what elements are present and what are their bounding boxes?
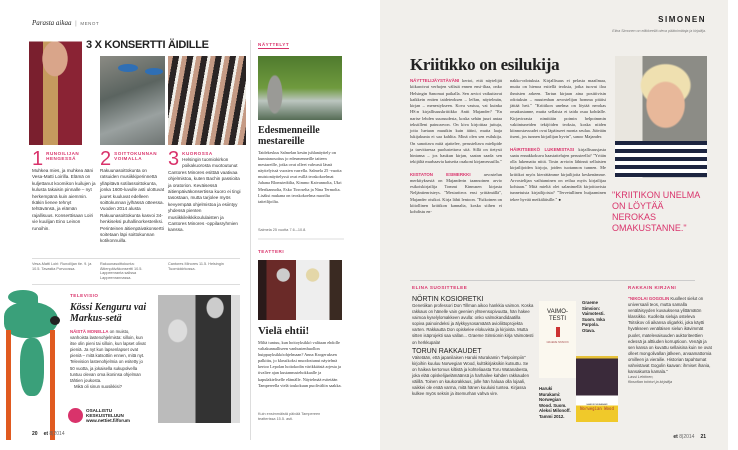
exhibition-divider (258, 238, 344, 240)
forum-cta[interactable] (68, 408, 130, 424)
concert-number: 1 (32, 148, 44, 170)
theatre-note: Kuin ensimmäistä päivää Tampereen teatterissa 15.5. asti. (258, 412, 321, 421)
concert-number: 3 (168, 148, 180, 170)
article-title: Kriitikko on esilukija (410, 55, 560, 74)
exhibition-label: NÄYTTELYT (258, 42, 290, 47)
tv-text: on muisto, vanhoista lastenohjelmista: silloin, kun itse olin pieni tai silloin, kun lapset olivat pieniä. Ja nyt kun lapsenlapset ovat pieniä – mitä katsottiin ennen, mitä nyt. Television lastenohjelmia on esitetty jo 50 vuotta, ja jokaisella sukupolvella tuntuu olevan oma ikoninsa ohjelman tähtien joukosta. (70, 329, 146, 383)
book-body: Väitetään, että japanilaisen Haruki Murakamin "helpoimpiin" kirjoihin kuuluu Norwegian Wood, kulttikirjaksikin kutsuttu. Se on haikea kertomus kiltistä ja kohteliaasta Toru Watanabesta, joka elää opiskelijaelämäänsä ja harhailee kahden rakkauden välillä. Toinen on kaukorakkaus, jolle hän haluaa olla lojaali, vaikkei ole enää varma, mitä hänen kuuluisi tuntea. Kirjassa kulkee myös seksin ja itsemurhan vahva vire. (412, 354, 530, 397)
concert-2 (100, 150, 165, 245)
column-divider (250, 40, 251, 440)
paragraph: arvostelun merkityksestä on Majanderin taannoinen arvio esikoiskirjailija Tommi Kinnusen kirjasta Neljäntienristeys. "Mestariteos ensi yrittämällä", Majander otsikoi. Kirja lähti lentoon. "Esikoinen on kiitollinen kriitikon kannalta, koska siihen ei kohdistu en- (410, 171, 502, 214)
favorite-label: RAKKAIN KIRJANI (628, 285, 677, 290)
cover-title: VAIMO-TESTI (547, 309, 568, 322)
issue: 8|2014 (49, 431, 65, 437)
article-col2 (510, 78, 606, 203)
choir-photo (168, 56, 246, 145)
book-heading: TORUN RAKKAUDET (412, 347, 482, 355)
section-header: Parasta aikaa | MENOT (32, 19, 100, 27)
tv-photo (151, 295, 240, 423)
column-name: SIMONEN (658, 15, 706, 24)
book1-caption: Graeme Simsion: Vaimotesti. Suom. Inka Parpola. Otava. (582, 300, 605, 333)
exhibition-title: Edesmenneille mestareille (258, 125, 320, 147)
right-page (380, 0, 728, 450)
favorite-body (628, 296, 712, 384)
concert-body: Helsingin tuomiokirkon poikakuorosta muotoutunut Cantores Minores esittää vaativaa ohjelmistoa, kuten Bachin passioita ja oratorion. Keväisessä äitienpäiväkonsertissa kuoro ei tingi tasostaan, mutta tarjolee myös kevyempää ohjelmistoa ja esiintyy yhdessä pienten musiikkileikkikoululaisten ja Cantores Minores -oppilasryhmien kanssa. (168, 157, 241, 233)
forum-link[interactable]: www.nettiet.fi/forum (86, 418, 130, 424)
exhibition-note: Salmela 25 vuotta 7.6.–10.8. (258, 228, 307, 232)
book-body: Genetiikan professori Don Tillman aikoo hankkia vaimon. Koska rakkaus on hänelle vain geenien yhteensopivuutta, hän hakee vaimoa kyselylomakkeen avulla: onko valmokandidaatilla sopiva painoindeksi ja älykkyysosamäärä avioliittoprojekta varten. Rakkautta Don opiskelee elokuvista ja kirjoista. Mutta sitten isäprojekti saa vallan... Graeme Simsionin kirja Vaimotesti on herkkupala! (412, 303, 534, 345)
concert-number: 2 (100, 148, 112, 170)
concert-2-note: Rakuunasoittokunta: Äitienpäiväkonsertti 10.5. Lappeenranta salissa Lappeenrannassa. (100, 262, 143, 280)
theatre-photo (258, 260, 342, 320)
page-number: 21 (700, 434, 706, 440)
concert-3 (168, 150, 242, 234)
kangaroo-illustration (0, 290, 65, 450)
recommend-list (412, 296, 534, 397)
concerts-title: 3 X KONSERTTI ÄIDILLE (86, 39, 209, 51)
concert-body: Rakuunasoittokunta on ratsuiden musiikkiperinnettä ylläpitävä sotilassoittokunta, jonka 1600-luvulle asti ulottuvat juuret kuuluvat edelleen soittokunnan jylhässä otteessa. Vuoden 2014 alusta Rakuunasoittokunta kasvoi 34-henkiseksi puhallinorkesteriksi. Perinteinen äitienpäiväkonsertti soitetaan läpi soittokunnan kotikonnuilla. (100, 168, 165, 244)
theatre-body: Miltä tuntuu, kun hoitoyksikkö valitaan ehdolle valtakunnalliseen vanhustenhuollon huippuyksikköohjelmaan? Anna Krogeruksen palkittu, jo klassikoksi muodostunut näytelmä kertoo Lepolan hoitokodin värikkäästä arjesta ja tivaliee ajan kustannustehokkaalle ja kapulakieliselle elämälle. Näytelmää esitetään Tampereella vielä toukokuun puoliväliin saakka. (258, 340, 342, 388)
concert-1 (32, 150, 96, 232)
paragraph: nakko-odotuksia. Kirjallisuus ei pelasta maailmaa, mutta on hienoa esitellä teoksia, jotka tuovat iloa ihmisten arkeen. Tartun kirjaan aina positiivisin odotuksin – muutenhan arvostelijan homma pitäisi jättää heti." "Kriitikon unelma on löytää nerokas omakustanne, mutta sellaista ei taida osua kohdalle. Kirjavirrasta nimittäin poimin helpoimmin vakiintuneiden tekijöiden teoksia, koska niiden kiinnostavuudet ovat läpäisseet monta seulaa. Jäävään itseni, jos tunnen kirjailijan hyvin", sanoo Majander. (510, 78, 606, 140)
tv-question: Mikä oli sinun suosikkisi? (74, 383, 123, 389)
vaimotesti-cover (539, 301, 576, 378)
concert-label: KUOROSSA (182, 151, 213, 156)
paragraph: kirjallisuusjasta saatu ennakkokuva haastattelujen perusteella? "Yritän olla lukematta niitä. Tosin arvioin lähinnä sellaisten kirjailijoiden kirjoja, joiden tuotannon tunnen. Me kriitikot myös kierrätämme kirjailijoita keskenämme. Arvostelijan vaihtaminen on reilua myös kirjailijaa kohtaan." Mitä mieltä olet salanimellä kirjoittavista tunnetuista kirjailijoista? "Tervetullinen huijaaminen tekee hyvää meikäläisille." ● (510, 146, 606, 202)
concert-label: RUNOILIJAN HENGESSÄ (46, 151, 80, 161)
forum-logo-icon (68, 408, 83, 423)
theatre-label: TEATTERI (258, 249, 285, 254)
page-number: 20 (32, 431, 38, 437)
paragraph: kertoi, että näytelijät kiikaroivat verhojen välistä ennen ensi-iltaa, onko Helsingin Sanomat paikalla. Sen arviot vaikuttavat kaikkein eniten taideteoksen – leffan, näytelmän, kirjan – menestykseen. Kova vastuu, vai kuinka HS:n kirjallisuuskriitikko Antti Majander? "En narise lehden suuruudesta, koska sehän juuri antaa tekstilleni painoarvon. On kiva kirjoittaa juttuja, joita luetaan muutkin kuin äitini, mutta laaja lukijakunta ei saa kahlita. Minä olen sen esilukija. On sanottava mitä ajattelee, perusteltava mielipide ja tarvittaessa puolustettava sitä. Sillä on tietysti hintansa – jos haukun kirjan, saatan saada sen tekijältä murhaavia katseita osakoni kirjamessuilla." (410, 78, 502, 165)
concert-label: SOITTOKUNNAN VOIMALLA (114, 151, 158, 161)
favorite-text: Kuolleet sielut on universaali teos, mutta samalla venäläisyyden kuvauksena ylittämätön klassikko. Kuolleita sieluja osteleva Tsitsikov oli aikansa oligarkki, joka käytti hyväkseen venäläisen sielun ikävimmät puolet, matelevaisuuden auktoriteettien edessä ja alttiuden korruptioon. Venäjä ja sen kansa on kuvattu sellaisina kuin ne ovat olleet mongolivallan jälkeen, arvaamattomia omilleen ja vierailie. Historian tapahtumat vahvistavat Gogolin kaavan: ihmiset ihania, kansakunta kamala." (628, 296, 712, 375)
book2-caption: Haruki Murakami: Norwegian Wood. Suom. Aleksi Milonoff. Tammi 2012. (539, 386, 571, 419)
cta-line1: OSALLISTU (86, 408, 113, 413)
lead-in: KIISTATON ESIMERKKI (410, 171, 471, 177)
lead-in: NÄYTTELIJÄYSTÄVÄNI (410, 78, 460, 83)
subsection-name: MENOT (80, 21, 100, 26)
cover-author: HARUKI MURAKAMI (586, 404, 608, 406)
cta-line2: KESKUSTELUUN (86, 413, 124, 419)
tv-lead: NÄISTÄ MONELLA (70, 329, 109, 334)
recommend-label: ELINA SUOSITTELEE (412, 285, 468, 290)
cover-title: Norwegian Wood (580, 406, 614, 411)
theatre-title: Vielä ehtii! (258, 325, 310, 337)
exhibition-photo (258, 56, 342, 120)
notes-divider (32, 258, 240, 259)
norwegian-wood-cover (576, 356, 618, 422)
book-heading: NÖRTIN KOSIORETKI (412, 296, 484, 303)
issue: 8|2014 (679, 434, 695, 440)
cover-author: GRAEME SIMSION (546, 341, 569, 344)
favorite-author-role: filosofian tohtori ja kirjailija (628, 379, 673, 384)
column-byline: Elina Simonen on eläkkeellä oleva päätoimittaja ja kirjailija. (612, 29, 706, 33)
pull-quote: "KRIITIKON UNELMA ON LÖYTÄÄ NEROKAS OMAKUSTANNE." (612, 190, 700, 233)
mag-name: et (43, 431, 49, 437)
page-footer-right (673, 434, 706, 440)
article-col1 (410, 78, 502, 215)
tv-label: TELEVISIO (70, 293, 99, 298)
singer-photo (22, 30, 82, 145)
concert-1-note: Vesa-Matti Loiri: Runoilijan tie. 9. ja 10.5. Tavastia Porvoossa. (32, 262, 92, 271)
mag-name: et (673, 434, 678, 440)
favorite-author: Lassi Lehtinen, (628, 375, 654, 380)
concert-body: Muhkea mies, ja muhkea ääni Vesa-Matti Loirilla. Elämä on kuljettanut koomikon kuilujen ja kulusta takaisin pinnalle – nyt herkempänä kuin aiemmin. Ikäkin lienee tehnyt tehtävänsä, ja elämän rajallisuus. Konserttisaan Loiri vie kuulijan Eino Leinon runoihin. (32, 168, 96, 231)
band-photo (100, 56, 165, 145)
favorite-lead: "NIKOLAI GOGOLIN (628, 296, 670, 301)
section-divider (32, 284, 240, 285)
concert-3-note: Cantores Minores 11.5. Helsingin Tuomiokirkossa. (168, 262, 224, 271)
article-divider (410, 280, 695, 281)
exhibition-body: Taidekeskus Salmelan kesän juhlanäyttely on kunnianosoitus jo edesmenneille taiteen mestareille, jotka ovat olleet vahvasti läsnä näyttelyissä vuosien varrella. Salmela 25 -vuotta muistonäyttelyssä ovat esillä teoskokoelmat Juhana Blomstedtilta, Kimmo Kaivannolta, Ukri Merikannolta, Esko Tirroselta ja Nina Termolta. Lisäksi mukana on teoskokoelma nuorilta taiteilijoilta. (258, 150, 342, 204)
section-name: Parasta aikaa (32, 19, 72, 27)
tv-title: Kössi Kenguru vai Markus-setä (70, 302, 147, 324)
tv-body (70, 329, 148, 390)
lead-in: HÄIRITSEEKÖ LUKEMISTASI (510, 146, 574, 152)
columnist-photo (615, 56, 707, 178)
page-footer-left (32, 431, 65, 437)
